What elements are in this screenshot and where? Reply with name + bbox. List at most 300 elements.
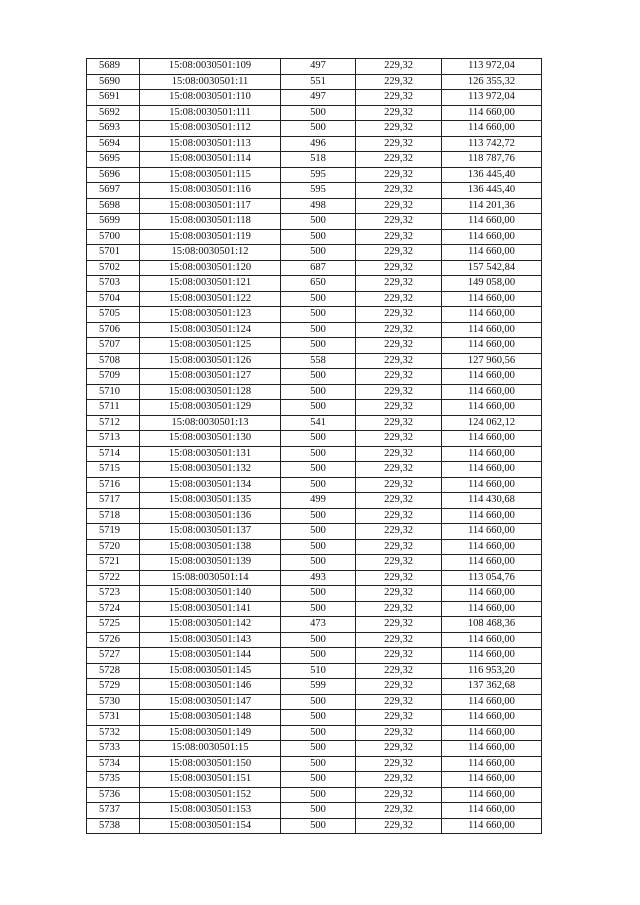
- row-number-cell: 5717: [87, 493, 140, 509]
- row-number-cell: 5732: [87, 725, 140, 741]
- table-row: [87, 198, 542, 214]
- total-value-cell: 114 660,00: [442, 710, 542, 726]
- cadastral-number-cell: 15:08:0030501:137: [140, 524, 281, 540]
- row-number-cell: 5714: [87, 446, 140, 462]
- table-row: [87, 121, 542, 137]
- table-row: [87, 353, 542, 369]
- total-value-cell: 114 660,00: [442, 245, 542, 261]
- table-row: [87, 400, 542, 416]
- total-value-cell: 114 660,00: [442, 322, 542, 338]
- area-cell: 500: [281, 539, 356, 555]
- total-value-cell: 114 660,00: [442, 214, 542, 230]
- rate-cell: 229,32: [356, 772, 442, 788]
- row-number-cell: 5737: [87, 803, 140, 819]
- area-cell: 500: [281, 632, 356, 648]
- cadastral-number-cell: 15:08:0030501:147: [140, 694, 281, 710]
- rate-cell: 229,32: [356, 322, 442, 338]
- rate-cell: 229,32: [356, 400, 442, 416]
- table-row: [87, 214, 542, 230]
- row-number-cell: 5713: [87, 431, 140, 447]
- row-number-cell: 5703: [87, 276, 140, 292]
- total-value-cell: 114 660,00: [442, 648, 542, 664]
- rate-cell: 229,32: [356, 787, 442, 803]
- table-row: [87, 477, 542, 493]
- area-cell: 500: [281, 787, 356, 803]
- table-row: [87, 338, 542, 354]
- area-cell: 595: [281, 167, 356, 183]
- row-number-cell: 5705: [87, 307, 140, 323]
- area-cell: 500: [281, 803, 356, 819]
- area-cell: 500: [281, 710, 356, 726]
- table-row: [87, 105, 542, 121]
- rate-cell: 229,32: [356, 415, 442, 431]
- area-cell: 498: [281, 198, 356, 214]
- cadastral-number-cell: 15:08:0030501:140: [140, 586, 281, 602]
- cadastral-number-cell: 15:08:0030501:111: [140, 105, 281, 121]
- total-value-cell: 108 468,36: [442, 617, 542, 633]
- total-value-cell: 114 660,00: [442, 400, 542, 416]
- cadastral-number-cell: 15:08:0030501:136: [140, 508, 281, 524]
- rate-cell: 229,32: [356, 74, 442, 90]
- area-cell: 500: [281, 400, 356, 416]
- table-row: [87, 136, 542, 152]
- row-number-cell: 5708: [87, 353, 140, 369]
- total-value-cell: 137 362,68: [442, 679, 542, 695]
- area-cell: 500: [281, 384, 356, 400]
- cadastral-number-cell: 15:08:0030501:15: [140, 741, 281, 757]
- row-number-cell: 5735: [87, 772, 140, 788]
- area-cell: 496: [281, 136, 356, 152]
- total-value-cell: 114 660,00: [442, 601, 542, 617]
- row-number-cell: 5723: [87, 586, 140, 602]
- area-cell: 687: [281, 260, 356, 276]
- cadastral-number-cell: 15:08:0030501:153: [140, 803, 281, 819]
- area-cell: 518: [281, 152, 356, 168]
- table-row: [87, 462, 542, 478]
- rate-cell: 229,32: [356, 710, 442, 726]
- cadastral-number-cell: 15:08:0030501:150: [140, 756, 281, 772]
- row-number-cell: 5718: [87, 508, 140, 524]
- area-cell: 493: [281, 570, 356, 586]
- rate-cell: 229,32: [356, 90, 442, 106]
- area-cell: 497: [281, 90, 356, 106]
- total-value-cell: 114 660,00: [442, 741, 542, 757]
- area-cell: 500: [281, 555, 356, 571]
- cadastral-number-cell: 15:08:0030501:114: [140, 152, 281, 168]
- area-cell: 558: [281, 353, 356, 369]
- table-row: [87, 601, 542, 617]
- table-row: [87, 725, 542, 741]
- table-row: [87, 183, 542, 199]
- row-number-cell: 5722: [87, 570, 140, 586]
- rate-cell: 229,32: [356, 725, 442, 741]
- area-cell: 510: [281, 663, 356, 679]
- cadastral-number-cell: 15:08:0030501:131: [140, 446, 281, 462]
- cadastral-number-cell: 15:08:0030501:11: [140, 74, 281, 90]
- row-number-cell: 5720: [87, 539, 140, 555]
- rate-cell: 229,32: [356, 617, 442, 633]
- row-number-cell: 5730: [87, 694, 140, 710]
- row-number-cell: 5727: [87, 648, 140, 664]
- table-row: [87, 617, 542, 633]
- row-number-cell: 5691: [87, 90, 140, 106]
- row-number-cell: 5734: [87, 756, 140, 772]
- table-row: [87, 229, 542, 245]
- row-number-cell: 5689: [87, 59, 140, 75]
- rate-cell: 229,32: [356, 59, 442, 75]
- cadastral-number-cell: 15:08:0030501:143: [140, 632, 281, 648]
- table-row: [87, 632, 542, 648]
- rate-cell: 229,32: [356, 524, 442, 540]
- area-cell: 500: [281, 245, 356, 261]
- total-value-cell: 114 660,00: [442, 462, 542, 478]
- cadastral-number-cell: 15:08:0030501:116: [140, 183, 281, 199]
- area-cell: 500: [281, 741, 356, 757]
- row-number-cell: 5726: [87, 632, 140, 648]
- row-number-cell: 5738: [87, 818, 140, 834]
- total-value-cell: 114 660,00: [442, 725, 542, 741]
- cadastral-number-cell: 15:08:0030501:129: [140, 400, 281, 416]
- table-row: [87, 756, 542, 772]
- row-number-cell: 5736: [87, 787, 140, 803]
- cadastral-number-cell: 15:08:0030501:152: [140, 787, 281, 803]
- area-cell: 500: [281, 648, 356, 664]
- total-value-cell: 149 058,00: [442, 276, 542, 292]
- rate-cell: 229,32: [356, 555, 442, 571]
- total-value-cell: 124 062,12: [442, 415, 542, 431]
- row-number-cell: 5719: [87, 524, 140, 540]
- row-number-cell: 5702: [87, 260, 140, 276]
- row-number-cell: 5721: [87, 555, 140, 571]
- total-value-cell: 114 660,00: [442, 586, 542, 602]
- table-row: [87, 322, 542, 338]
- cadastral-number-cell: 15:08:0030501:127: [140, 369, 281, 385]
- row-number-cell: 5728: [87, 663, 140, 679]
- cadastral-number-cell: 15:08:0030501:110: [140, 90, 281, 106]
- area-cell: 500: [281, 524, 356, 540]
- cadastral-number-cell: 15:08:0030501:115: [140, 167, 281, 183]
- rate-cell: 229,32: [356, 446, 442, 462]
- rate-cell: 229,32: [356, 369, 442, 385]
- cadastral-number-cell: 15:08:0030501:154: [140, 818, 281, 834]
- cadastral-number-cell: 15:08:0030501:132: [140, 462, 281, 478]
- table-row: [87, 741, 542, 757]
- cadastral-number-cell: 15:08:0030501:125: [140, 338, 281, 354]
- rate-cell: 229,32: [356, 353, 442, 369]
- rate-cell: 229,32: [356, 477, 442, 493]
- total-value-cell: 114 201,36: [442, 198, 542, 214]
- rate-cell: 229,32: [356, 570, 442, 586]
- area-cell: 500: [281, 322, 356, 338]
- table-row: [87, 260, 542, 276]
- row-number-cell: 5709: [87, 369, 140, 385]
- table-row: [87, 307, 542, 323]
- cadastral-number-cell: 15:08:0030501:146: [140, 679, 281, 695]
- cadastral-number-cell: 15:08:0030501:123: [140, 307, 281, 323]
- table-row: [87, 710, 542, 726]
- table-row: [87, 508, 542, 524]
- row-number-cell: 5690: [87, 74, 140, 90]
- row-number-cell: 5710: [87, 384, 140, 400]
- area-cell: 500: [281, 462, 356, 478]
- cadastral-number-cell: 15:08:0030501:121: [140, 276, 281, 292]
- table-row: [87, 276, 542, 292]
- row-number-cell: 5699: [87, 214, 140, 230]
- rate-cell: 229,32: [356, 276, 442, 292]
- total-value-cell: 114 660,00: [442, 291, 542, 307]
- total-value-cell: 114 660,00: [442, 446, 542, 462]
- total-value-cell: 114 660,00: [442, 105, 542, 121]
- total-value-cell: 114 660,00: [442, 477, 542, 493]
- table-row: [87, 555, 542, 571]
- rate-cell: 229,32: [356, 167, 442, 183]
- row-number-cell: 5698: [87, 198, 140, 214]
- rate-cell: 229,32: [356, 245, 442, 261]
- cadastral-number-cell: 15:08:0030501:112: [140, 121, 281, 137]
- total-value-cell: 114 430,68: [442, 493, 542, 509]
- cadastral-number-cell: 15:08:0030501:12: [140, 245, 281, 261]
- area-cell: 500: [281, 307, 356, 323]
- total-value-cell: 136 445,40: [442, 167, 542, 183]
- row-number-cell: 5731: [87, 710, 140, 726]
- cadastral-number-cell: 15:08:0030501:122: [140, 291, 281, 307]
- table-row: [87, 803, 542, 819]
- table-row: [87, 369, 542, 385]
- rate-cell: 229,32: [356, 121, 442, 137]
- rate-cell: 229,32: [356, 741, 442, 757]
- total-value-cell: 114 660,00: [442, 632, 542, 648]
- table-row: [87, 90, 542, 106]
- area-cell: 500: [281, 772, 356, 788]
- cadastral-number-cell: 15:08:0030501:139: [140, 555, 281, 571]
- total-value-cell: 116 953,20: [442, 663, 542, 679]
- rate-cell: 229,32: [356, 105, 442, 121]
- row-number-cell: 5707: [87, 338, 140, 354]
- area-cell: 500: [281, 431, 356, 447]
- rate-cell: 229,32: [356, 431, 442, 447]
- table-row: [87, 493, 542, 509]
- total-value-cell: 114 660,00: [442, 756, 542, 772]
- rate-cell: 229,32: [356, 586, 442, 602]
- area-cell: 500: [281, 229, 356, 245]
- rate-cell: 229,32: [356, 818, 442, 834]
- total-value-cell: 114 660,00: [442, 772, 542, 788]
- total-value-cell: 114 660,00: [442, 369, 542, 385]
- total-value-cell: 114 660,00: [442, 508, 542, 524]
- area-cell: 500: [281, 586, 356, 602]
- rate-cell: 229,32: [356, 601, 442, 617]
- area-cell: 595: [281, 183, 356, 199]
- cadastral-number-cell: 15:08:0030501:124: [140, 322, 281, 338]
- area-cell: 541: [281, 415, 356, 431]
- total-value-cell: 114 660,00: [442, 818, 542, 834]
- area-cell: 650: [281, 276, 356, 292]
- area-cell: 551: [281, 74, 356, 90]
- rate-cell: 229,32: [356, 183, 442, 199]
- rate-cell: 229,32: [356, 694, 442, 710]
- rate-cell: 229,32: [356, 632, 442, 648]
- area-cell: 500: [281, 818, 356, 834]
- rate-cell: 229,32: [356, 198, 442, 214]
- total-value-cell: 114 660,00: [442, 338, 542, 354]
- row-number-cell: 5700: [87, 229, 140, 245]
- total-value-cell: 126 355,32: [442, 74, 542, 90]
- table-row: [87, 679, 542, 695]
- row-number-cell: 5733: [87, 741, 140, 757]
- row-number-cell: 5724: [87, 601, 140, 617]
- table-row: [87, 291, 542, 307]
- total-value-cell: 114 660,00: [442, 539, 542, 555]
- area-cell: 500: [281, 477, 356, 493]
- total-value-cell: 114 660,00: [442, 431, 542, 447]
- rate-cell: 229,32: [356, 648, 442, 664]
- rate-cell: 229,32: [356, 663, 442, 679]
- area-cell: 500: [281, 601, 356, 617]
- row-number-cell: 5715: [87, 462, 140, 478]
- cadastral-number-cell: 15:08:0030501:13: [140, 415, 281, 431]
- cadastral-number-cell: 15:08:0030501:138: [140, 539, 281, 555]
- area-cell: 473: [281, 617, 356, 633]
- table-row: [87, 74, 542, 90]
- rate-cell: 229,32: [356, 756, 442, 772]
- cadastral-number-cell: 15:08:0030501:144: [140, 648, 281, 664]
- area-cell: 500: [281, 338, 356, 354]
- total-value-cell: 114 660,00: [442, 307, 542, 323]
- table-row: [87, 446, 542, 462]
- total-value-cell: 113 742,72: [442, 136, 542, 152]
- table-row: [87, 648, 542, 664]
- rate-cell: 229,32: [356, 307, 442, 323]
- total-value-cell: 114 660,00: [442, 121, 542, 137]
- rate-cell: 229,32: [356, 462, 442, 478]
- table-row: [87, 167, 542, 183]
- area-cell: 500: [281, 508, 356, 524]
- total-value-cell: 113 972,04: [442, 90, 542, 106]
- table-row: [87, 59, 542, 75]
- total-value-cell: 127 960,56: [442, 353, 542, 369]
- row-number-cell: 5693: [87, 121, 140, 137]
- rate-cell: 229,32: [356, 260, 442, 276]
- area-cell: 500: [281, 105, 356, 121]
- cadastral-value-table: [86, 58, 542, 834]
- row-number-cell: 5695: [87, 152, 140, 168]
- area-cell: 497: [281, 59, 356, 75]
- total-value-cell: 113 054,76: [442, 570, 542, 586]
- cadastral-number-cell: 15:08:0030501:130: [140, 431, 281, 447]
- total-value-cell: 136 445,40: [442, 183, 542, 199]
- table-row: [87, 694, 542, 710]
- cadastral-number-cell: 15:08:0030501:120: [140, 260, 281, 276]
- total-value-cell: 113 972,04: [442, 59, 542, 75]
- row-number-cell: 5701: [87, 245, 140, 261]
- table-row: [87, 152, 542, 168]
- row-number-cell: 5696: [87, 167, 140, 183]
- rate-cell: 229,32: [356, 338, 442, 354]
- area-cell: 599: [281, 679, 356, 695]
- cadastral-number-cell: 15:08:0030501:151: [140, 772, 281, 788]
- cadastral-number-cell: 15:08:0030501:134: [140, 477, 281, 493]
- area-cell: 500: [281, 214, 356, 230]
- cadastral-number-cell: 15:08:0030501:113: [140, 136, 281, 152]
- table-row: [87, 524, 542, 540]
- cadastral-number-cell: 15:08:0030501:119: [140, 229, 281, 245]
- area-cell: 500: [281, 291, 356, 307]
- rate-cell: 229,32: [356, 493, 442, 509]
- table-row: [87, 245, 542, 261]
- table-body: [87, 59, 542, 834]
- table-row: [87, 663, 542, 679]
- cadastral-number-cell: 15:08:0030501:141: [140, 601, 281, 617]
- rate-cell: 229,32: [356, 291, 442, 307]
- row-number-cell: 5704: [87, 291, 140, 307]
- rate-cell: 229,32: [356, 803, 442, 819]
- area-cell: 500: [281, 369, 356, 385]
- total-value-cell: 114 660,00: [442, 787, 542, 803]
- rate-cell: 229,32: [356, 152, 442, 168]
- cadastral-number-cell: 15:08:0030501:109: [140, 59, 281, 75]
- table-row: [87, 586, 542, 602]
- rate-cell: 229,32: [356, 384, 442, 400]
- total-value-cell: 114 660,00: [442, 803, 542, 819]
- table-row: [87, 431, 542, 447]
- area-cell: 499: [281, 493, 356, 509]
- table-row: [87, 818, 542, 834]
- total-value-cell: 157 542,84: [442, 260, 542, 276]
- area-cell: 500: [281, 756, 356, 772]
- row-number-cell: 5711: [87, 400, 140, 416]
- row-number-cell: 5706: [87, 322, 140, 338]
- rate-cell: 229,32: [356, 679, 442, 695]
- rate-cell: 229,32: [356, 539, 442, 555]
- total-value-cell: 114 660,00: [442, 229, 542, 245]
- rate-cell: 229,32: [356, 136, 442, 152]
- row-number-cell: 5697: [87, 183, 140, 199]
- rate-cell: 229,32: [356, 214, 442, 230]
- cadastral-number-cell: 15:08:0030501:117: [140, 198, 281, 214]
- table-row: [87, 415, 542, 431]
- row-number-cell: 5694: [87, 136, 140, 152]
- cadastral-number-cell: 15:08:0030501:118: [140, 214, 281, 230]
- area-cell: 500: [281, 725, 356, 741]
- cadastral-number-cell: 15:08:0030501:14: [140, 570, 281, 586]
- row-number-cell: 5725: [87, 617, 140, 633]
- cadastral-number-cell: 15:08:0030501:148: [140, 710, 281, 726]
- total-value-cell: 114 660,00: [442, 384, 542, 400]
- table-row: [87, 570, 542, 586]
- row-number-cell: 5692: [87, 105, 140, 121]
- table-row: [87, 384, 542, 400]
- row-number-cell: 5716: [87, 477, 140, 493]
- row-number-cell: 5712: [87, 415, 140, 431]
- table-row: [87, 539, 542, 555]
- rate-cell: 229,32: [356, 229, 442, 245]
- cadastral-number-cell: 15:08:0030501:135: [140, 493, 281, 509]
- total-value-cell: 118 787,76: [442, 152, 542, 168]
- area-cell: 500: [281, 446, 356, 462]
- cadastral-number-cell: 15:08:0030501:142: [140, 617, 281, 633]
- total-value-cell: 114 660,00: [442, 555, 542, 571]
- total-value-cell: 114 660,00: [442, 524, 542, 540]
- table-row: [87, 772, 542, 788]
- row-number-cell: 5729: [87, 679, 140, 695]
- area-cell: 500: [281, 694, 356, 710]
- cadastral-number-cell: 15:08:0030501:128: [140, 384, 281, 400]
- area-cell: 500: [281, 121, 356, 137]
- cadastral-number-cell: 15:08:0030501:145: [140, 663, 281, 679]
- total-value-cell: 114 660,00: [442, 694, 542, 710]
- cadastral-number-cell: 15:08:0030501:149: [140, 725, 281, 741]
- rate-cell: 229,32: [356, 508, 442, 524]
